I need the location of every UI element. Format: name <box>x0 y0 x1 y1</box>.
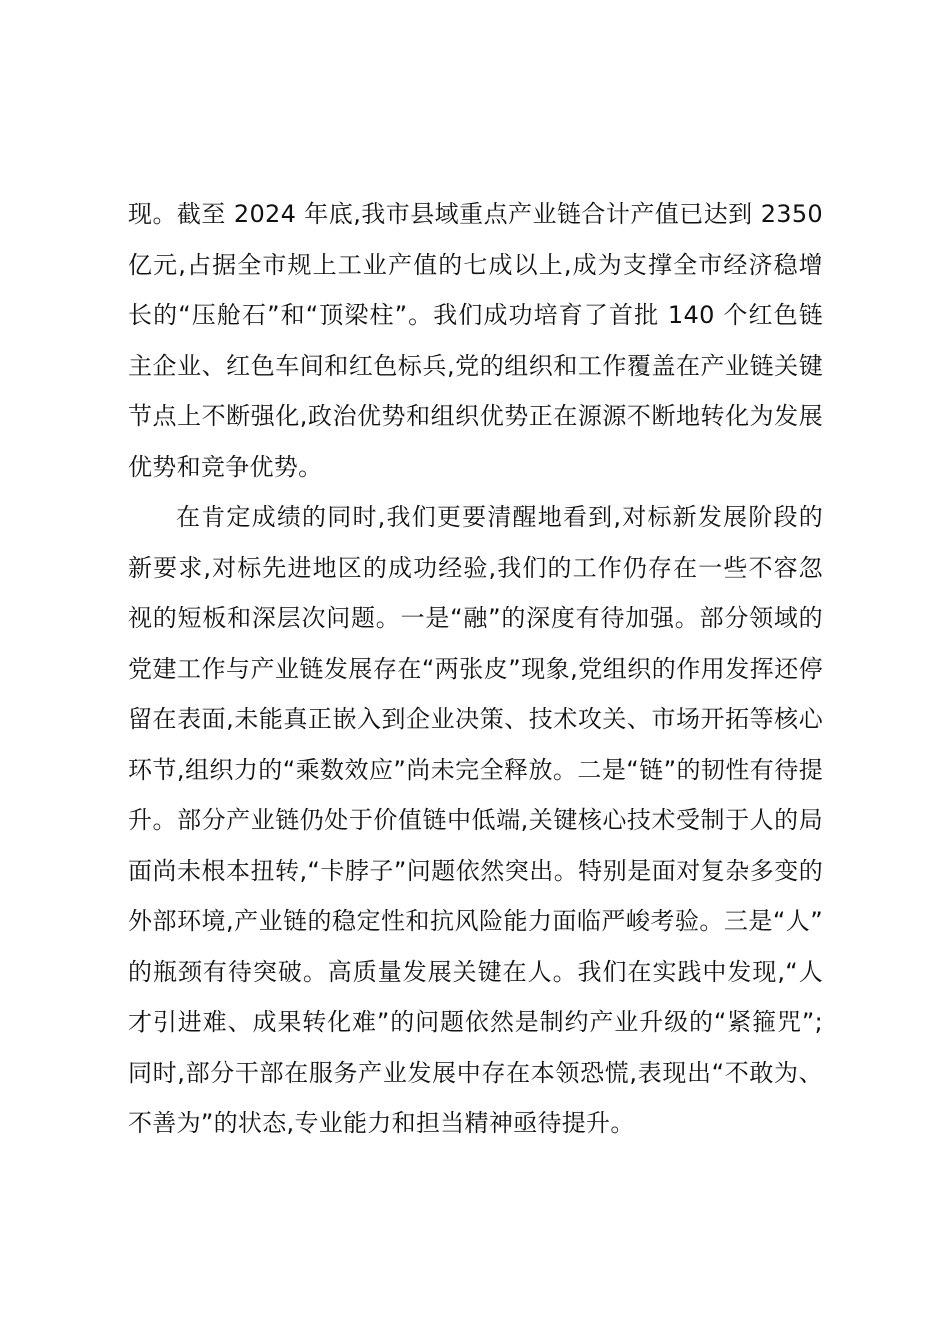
document-body <box>128 189 823 1149</box>
paragraph-problems: 在肯定成绩的同时,我们更要清醒地看到,对标新发展阶段的新要求,对标先进地区的成功经验,我们的工作仍存在一些不容忽视的短板和深层次问题。一是“融”的深度有待加强。部分领域的党建工作与产业链发展存在“两张皮”现象,党组织的作用发挥还停留在表面,未能真正嵌入到企业决策、技术攻关、市场开拓等核心环节,组织力的“乘数效应”尚未完全释放。二是“链”的韧性有待提升。部分产业链仍处于价值链中低端,关键核心技术受制于人的局面尚未根本扭转,“卡脖子”问题依然突出。特别是面对复杂多变的外部环境,产业链的稳定性和抗风险能力面临严峻考验。三是“人”的瓶颈有待突破。高质量发展关键在人。我们在实践中发现,“人才引进难、成果转化难”的问题依然是制约产业升级的“紧箍咒”;同时,部分干部在服务产业发展中存在本领恐慌,表现出“不敢为、不善为”的状态,专业能力和担当精神亟待提升。 <box>128 503 823 1137</box>
paragraph-continuation: 现。截至 2024 年底,我市县域重点产业链合计产值已达到 2350 亿元,占据全市规上工业产值的七成以上,成为支撑全市经济稳增长的“压舱石”和“顶梁柱”。我们成功培育了首批 140 个红色链主企业、红色车间和红色标兵,党的组织和工作覆盖在产业链关键节点上不断强化,政治优势和组织优势正在源源不断地转化为发展优势和竞争优势。 <box>128 200 823 481</box>
